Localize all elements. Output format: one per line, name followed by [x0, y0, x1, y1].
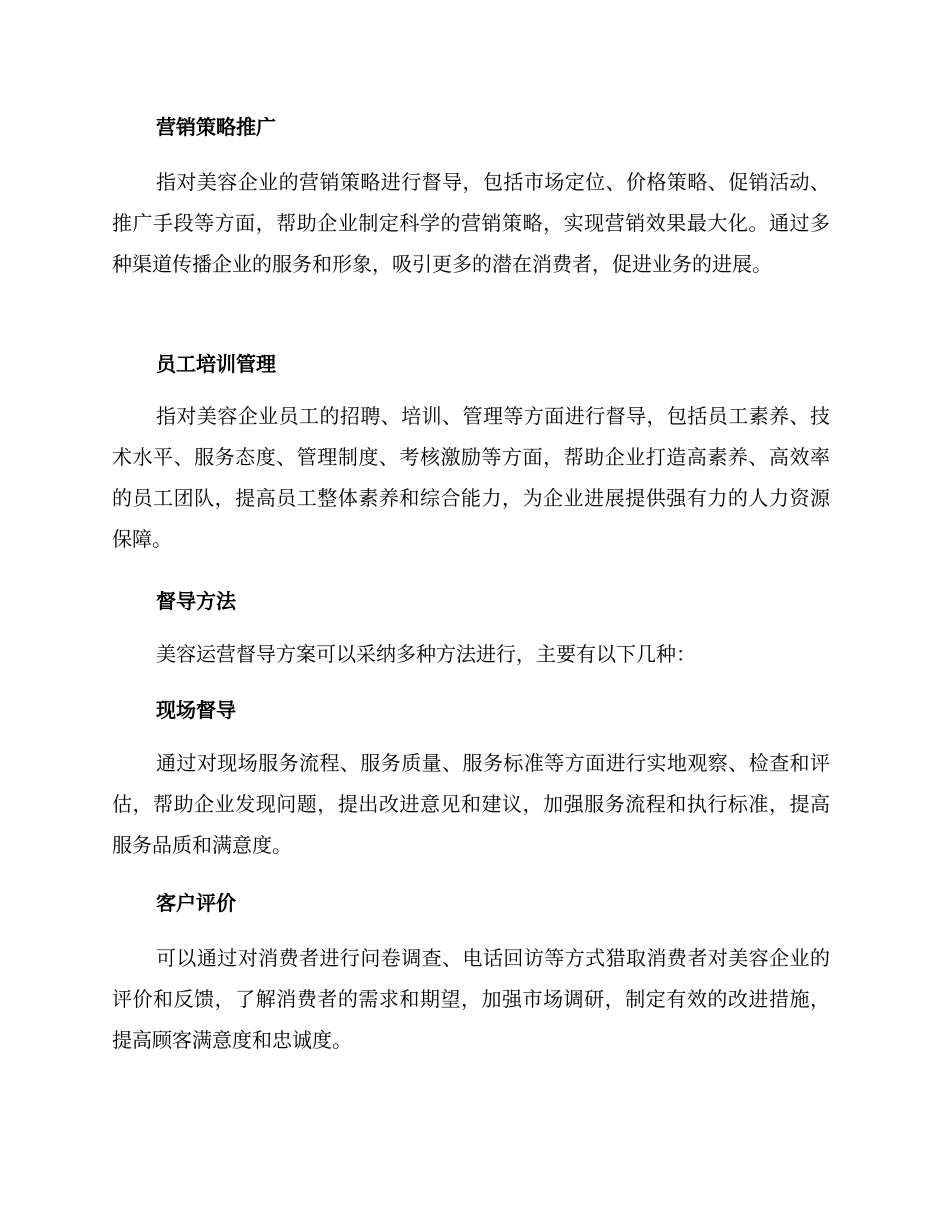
section-body-customer-evaluation: 可以通过对消费者进行问卷调查、电话回访等方式猎取消费者对美容企业的评价和反馈，了解消费者的需求和期望，加强市场调研，制定有效的改进措施，提高顾客满意度和忠诚度。 [112, 946, 830, 1052]
section-body-supervision-methods: 美容运营督导方案可以采纳多种方法进行，主要有以下几种： [156, 642, 696, 666]
section-heading-staff-training: 员工培训管理 [156, 352, 276, 376]
section-body-onsite-supervision: 通过对现场服务流程、服务质量、服务标准等方面进行实地观察、检查和评估，帮助企业发现问题，提出改进意见和建议，加强服务流程和执行标准，提高服务品质和满意度。 [112, 751, 830, 857]
section-heading-customer-evaluation: 客户评价 [156, 891, 236, 915]
section-body-marketing-strategy: 指对美容企业的营销策略进行督导，包括市场定位、价格策略、促销活动、推广手段等方面，帮助企业制定科学的营销策略，实现营销效果最大化。通过多种渠道传播企业的服务和形象，吸引更多的潜在消费者，促进业务的进展。 [112, 170, 830, 276]
section-heading-onsite-supervision: 现场督导 [156, 698, 236, 722]
section-heading-marketing-strategy: 营销策略推广 [156, 115, 276, 139]
section-heading-supervision-methods: 督导方法 [156, 589, 236, 613]
section-body-staff-training: 指对美容企业员工的招聘、培训、管理等方面进行督导，包括员工素养、技术水平、服务态度、管理制度、考核激励等方面，帮助企业打造高素养、高效率的员工团队，提高员工整体素养和综合能力，为企业进展提供强有力的人力资源保障。 [112, 404, 830, 551]
